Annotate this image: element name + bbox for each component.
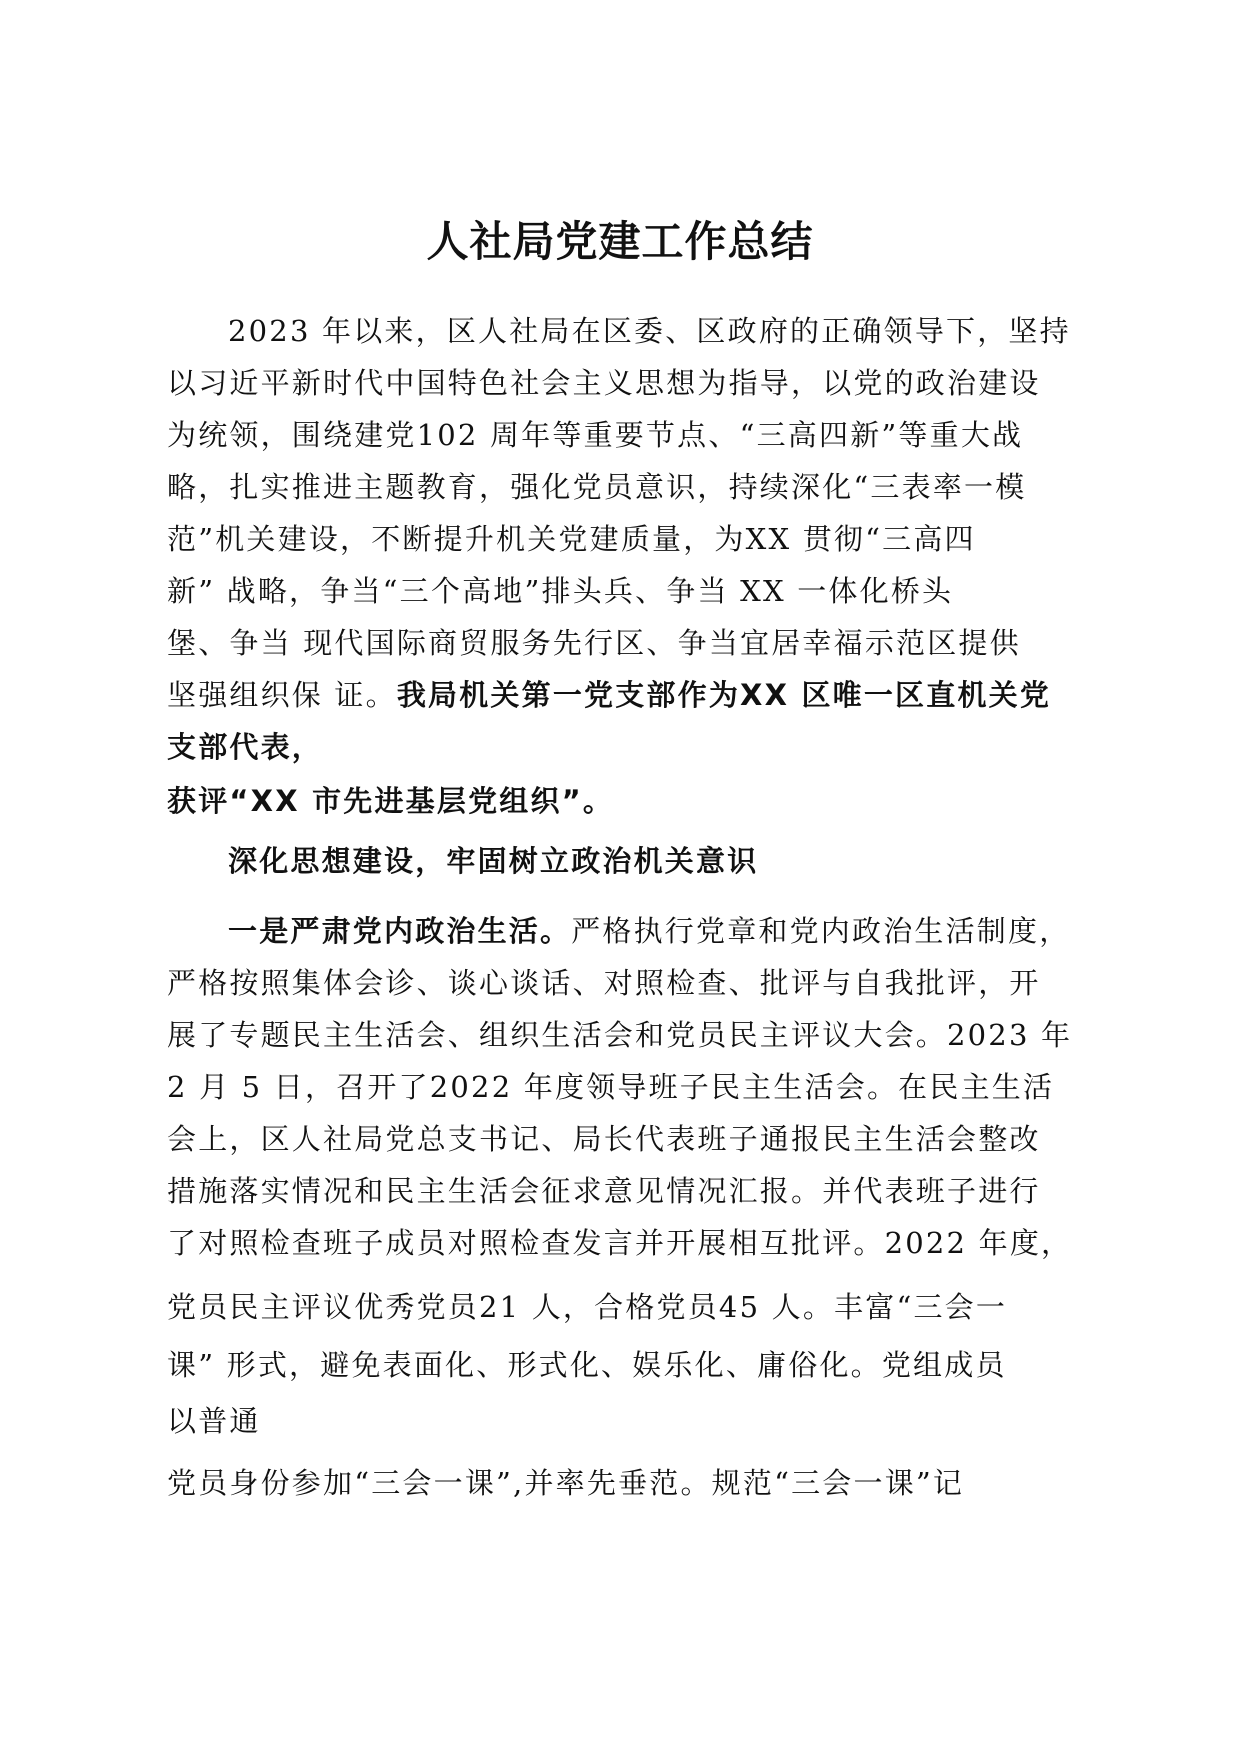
paragraph-line: 了对照检查班子成员对照检查发言并开展相互批评。2022 年度， — [167, 1226, 1073, 1260]
paragraph-line: 党员民主评议优秀党员21 人，合格党员45 人。丰富“三会一 — [167, 1290, 1008, 1324]
paragraph-line: 以习近平新时代中国特色社会主义思想为指导，以党的政治建设 — [167, 366, 1041, 400]
paragraph-text: 严格执行党章和党内政治生活制度， — [571, 914, 1071, 948]
paragraph-text: 坚强组织保 证。 — [167, 678, 397, 712]
paragraph-line: 课” 形式，避免表面化、形式化、娱乐化、庸俗化。党组成员 — [167, 1348, 1007, 1382]
paragraph-line: 会上，区人社局党总支书记、局长代表班子通报民主生活会整改 — [167, 1122, 1041, 1156]
paragraph-line: 略，扎实推进主题教育，强化党员意识，持续深化“三表率一模 — [167, 470, 1027, 504]
paragraph-line: 为统领，围绕建党102 周年等重要节点、“三高四新”等重大战 — [167, 418, 1024, 452]
section-heading: 深化思想建设，牢固树立政治机关意识 — [228, 844, 759, 878]
paragraph-line: 党员身份参加“三会一课”,并率先垂范。规范“三会一课”记 — [167, 1466, 965, 1500]
paragraph-line: 2023 年以来，区人社局在区委、区政府的正确领导下，坚持 — [228, 314, 1071, 348]
paragraph-line: 措施落实情况和民主生活会征求意见情况汇报。并代表班子进行 — [167, 1174, 1041, 1208]
subheading-lead: 一是严肃党内政治生活。 — [228, 914, 572, 948]
paragraph-line: 严格按照集体会诊、谈心谈话、对照检查、批评与自我批评，开 — [167, 966, 1041, 1000]
bold-highlight: 我局机关第一党支部作为XX 区唯一区直机关党 — [396, 678, 1052, 712]
bold-highlight-line: 获评“XX 市先进基层党组织”。 — [167, 784, 615, 818]
document-title: 人社局党建工作总结 — [426, 217, 814, 266]
bold-highlight-line: 支部代表， — [167, 730, 324, 764]
paragraph-line: 以普通 — [167, 1404, 261, 1438]
paragraph-line: 范”机关建设，不断提升机关党建质量，为XX 贯彻“三高四 — [167, 522, 976, 556]
paragraph-line: 2 月 5 日，召开了2022 年度领导班子民主生活会。在民主生活 — [167, 1070, 1055, 1104]
paragraph-line — [167, 669, 1087, 721]
paragraph-line: 堡、争当 现代国际商贸服务先行区、争当宜居幸福示范区提供 — [167, 626, 1021, 660]
paragraph-line: 展了专题民主生活会、组织生活会和党员民主评议大会。2023 年 — [167, 1018, 1073, 1052]
paragraph-line — [228, 905, 1088, 957]
paragraph-line: 新” 战略，争当“三个高地”排头兵、争当 XX 一体化桥头 — [167, 574, 954, 608]
